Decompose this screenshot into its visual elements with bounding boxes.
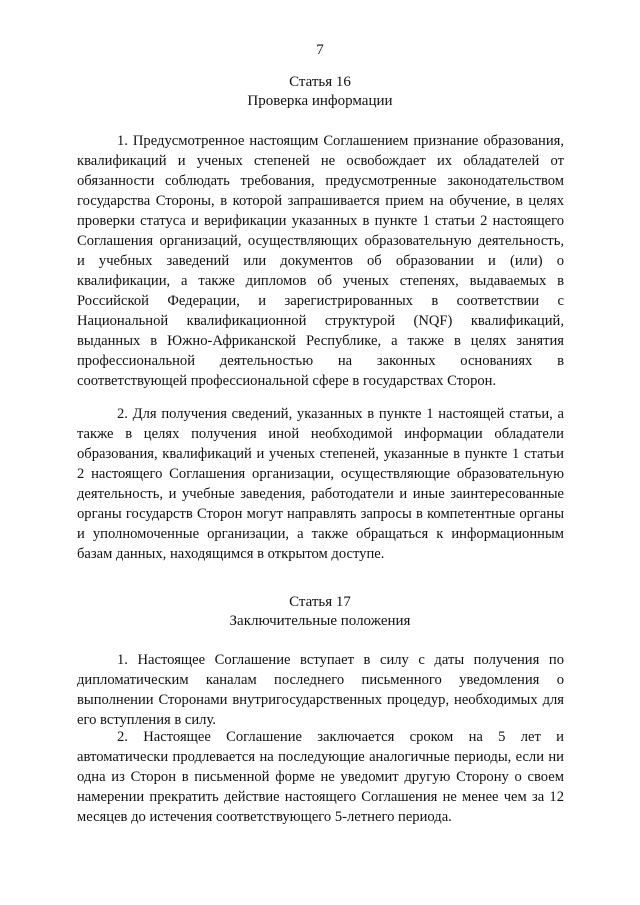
article-16-paragraph-1: 1. Предусмотренное настоящим Соглашением признание образования, квалификаций и ученых степеней не освобождает их обладателей от обязанности соблюдать требования, предусмотренные законодательством государства Стороны, в которой запрашивается прием на обучение, в целях проверки статуса и верификации указанных в пункте 1 статьи 2 настоящего Соглашения организаций, осуществляющих образовательную деятельность, и учебных заведений или документов об образовании и (или) о квалификации, а также дипломов об ученых степенях, выдаваемых в Российской Федерации, и зарегистрированных в соответствии с Национальной квалификационной структурой (NQF) квалификаций, выданных в Южно-Африканской Республике, а также в целях занятия профессиональной деятельностью на законных основаниях в соответствующей профессиональной сфере в государствах Сторон. — [77, 133, 564, 389]
article-17-paragraph-1: 1. Настоящее Соглашение вступает в силу с даты получения по дипломатическим каналам последнего письменного уведомления о выполнении Сторонами внутригосударственных процедур, необходимых для его вступления в силу. — [77, 652, 564, 728]
article-number: Статья 17 — [289, 594, 351, 610]
article-16-heading — [0, 73, 640, 111]
page-number: 7 — [316, 42, 324, 58]
article-17-heading — [0, 593, 640, 631]
article-title: Заключительные положения — [229, 613, 411, 629]
article-title: Проверка информации — [247, 93, 393, 109]
article-17-paragraph-2: 2. Настоящее Соглашение заключается сроком на 5 лет и автоматически продлевается на последующие аналогичные периоды, если ни одна из Сторон в письменной форме не уведомит другую Сторону о своем намерении прекратить действие настоящего Соглашения не менее чем за 12 месяцев до истечения соответствующего 5-летнего периода. — [77, 729, 564, 825]
article-16-paragraph-2: 2. Для получения сведений, указанных в пункте 1 настоящей статьи, а также в целях получения иной необходимой информации обладатели образования, квалификаций и ученых степеней, указанные в пункте 1 статьи 2 настоящего Соглашения организации, осуществляющие образовательную деятельность, и учебные заведения, работодатели и иные заинтересованные органы государств Сторон могут направлять запросы в компетентные органы и уполномоченные организации, а также обращаться к информационным базам данных, находящимся в открытом доступе. — [77, 406, 564, 562]
article-number: Статья 16 — [289, 74, 351, 90]
